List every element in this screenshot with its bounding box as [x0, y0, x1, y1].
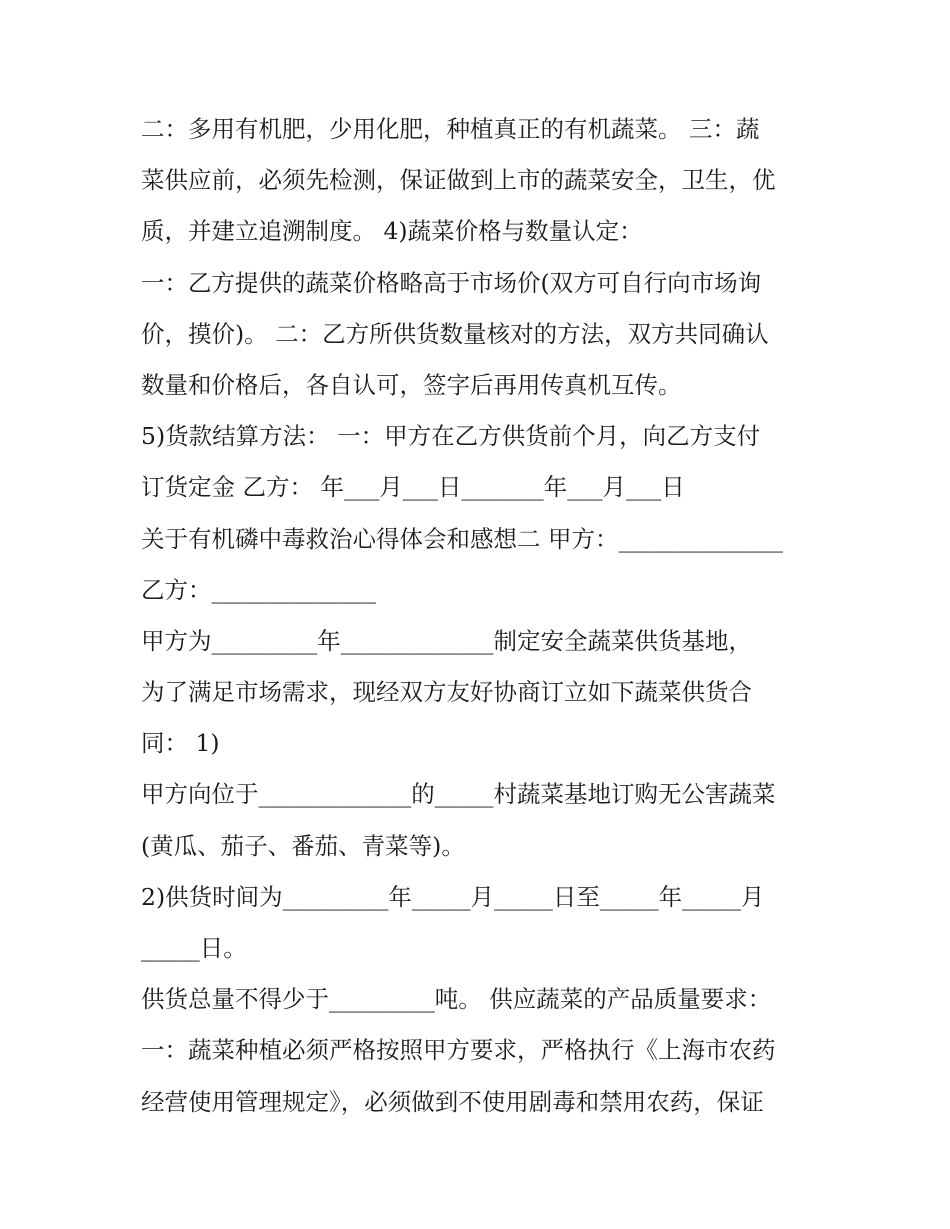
contract-body-text	[141, 104, 821, 1128]
text-line: 乙方：______________	[141, 575, 376, 604]
text-line: 同： 1)	[141, 729, 220, 758]
text-line: 二：多用有机肥，少用化肥，种植真正的有机蔬菜。 三：蔬	[141, 115, 760, 143]
text-line: 数量和价格后，各自认可，签字后再用传真机互传。	[141, 370, 682, 399]
text-line: 2)供货时间为_________年_____月_____日至_____年_____月	[141, 882, 765, 911]
text-line: 供货总量不得少于_________吨。 供应蔬菜的产品质量要求：	[141, 985, 772, 1014]
text-line: 甲方向位于_____________的_____村蔬菜基地订购无公害蔬菜	[141, 780, 776, 809]
text-line: 价，摸价)。 二：乙方所供货数量核对的方法，双方共同确认	[141, 319, 769, 348]
text-line: 一：乙方提供的蔬菜价格略高于市场价(双方可自行向市场询	[141, 268, 762, 297]
text-line: 5)货款结算方法： 一：甲方在乙方供货前个月，向乙方支付	[141, 422, 761, 451]
text-line: 甲方为_________年_____________制定安全蔬菜供货基地，	[141, 626, 752, 655]
text-line: (黄瓜、茄子、番茄、青菜等)。	[141, 831, 465, 860]
text-line: 为了满足市场需求，现经双方友好协商订立如下蔬菜供货合	[141, 678, 752, 707]
text-line: 经营使用管理规定》，必须做到不使用剧毒和禁用农药，保证	[141, 1087, 764, 1116]
text-line: 质，并建立追溯制度。 4)蔬菜价格与数量认定：	[141, 217, 643, 246]
text-line: _____日。	[141, 934, 247, 962]
text-line: 菜供应前，必须先检测，保证做到上市的蔬菜安全，卫生，优	[141, 166, 776, 195]
text-line: 关于有机磷中毒救治心得体会和感想二 甲方：______________	[141, 524, 783, 553]
text-line: 一：蔬菜种植必须严格按照甲方要求，严格执行《上海市农药	[141, 1036, 776, 1065]
text-line: 订货定金 乙方： 年___月___日_______年___月___日	[141, 473, 685, 502]
